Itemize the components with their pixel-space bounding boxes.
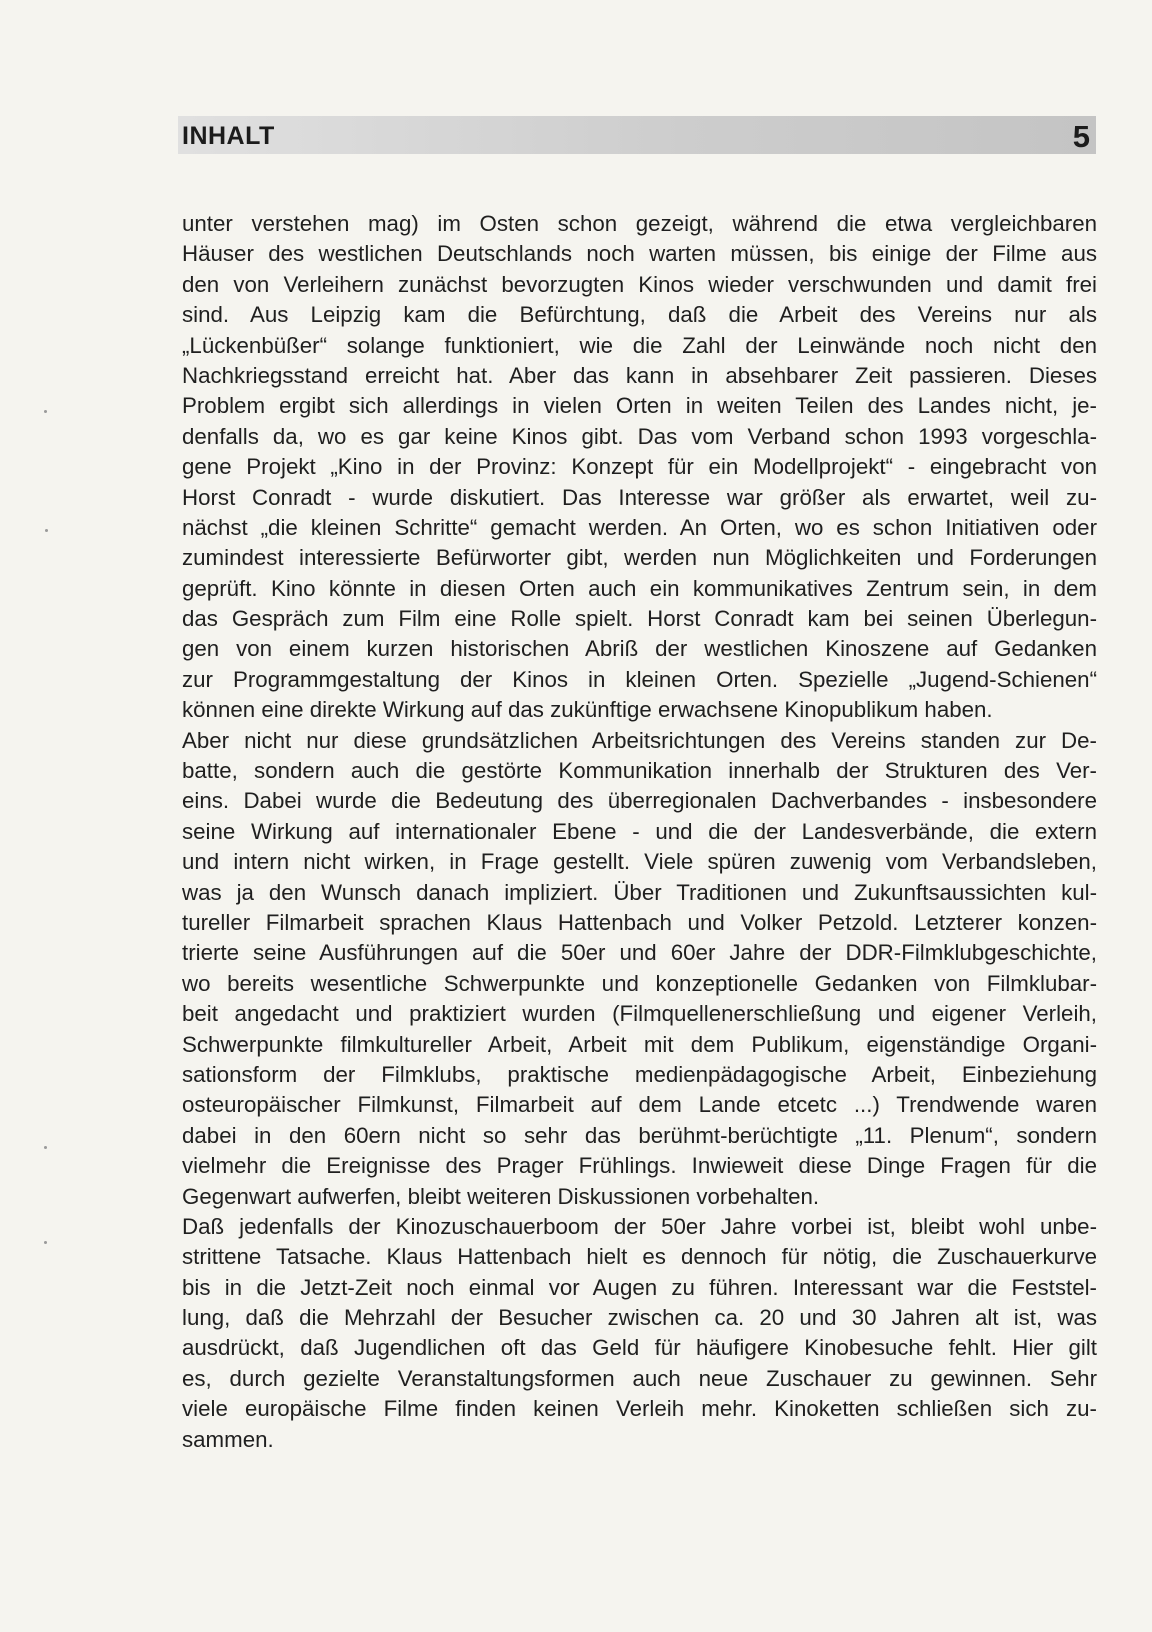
text-line: zumindest interessierte Befürworter gibt, werden nun Möglichkeiten und Forderungen xyxy=(182,545,1097,571)
text-line: viele europäische Filme finden keinen Verleih mehr. Kinoketten schließen sich zu- xyxy=(182,1396,1097,1422)
text-line: „Lückenbüßer“ solange funktioniert, wie die Zahl der Leinwände noch nicht den xyxy=(182,332,1097,358)
scan-speck xyxy=(44,410,47,413)
text-line: Horst Conradt - wurde diskutiert. Das Interesse war größer als erwartet, weil zu- xyxy=(182,484,1097,510)
page-number: 5 xyxy=(1072,119,1090,154)
scan-speck xyxy=(45,529,48,532)
text-line: sationsform der Filmklubs, praktische medienpädagogische Arbeit, Einbeziehung xyxy=(182,1061,1097,1087)
text-line: Gegenwart aufwerfen, bleibt weiteren Diskussionen vorbehalten. xyxy=(182,1183,820,1209)
text-line: denfalls da, wo es gar keine Kinos gibt. Das vom Verband schon 1993 vorgeschla- xyxy=(182,423,1097,449)
text-line: ausdrückt, daß Jugendlichen oft das Geld für häufigere Kinobesuche fehlt. Hier gilt xyxy=(182,1335,1097,1361)
text-line: Aber nicht nur diese grundsätzlichen Arbeitsrichtungen des Vereins standen zur De- xyxy=(182,727,1097,753)
text-line: eins. Dabei wurde die Bedeutung des überregionalen Dachverbandes - insbesondere xyxy=(182,788,1097,814)
text-line: was ja den Wunsch danach impliziert. Über Traditionen und Zukunftsaussichten kul- xyxy=(182,879,1097,905)
text-line: sammen. xyxy=(182,1426,274,1452)
text-line: Nachkriegsstand erreicht hat. Aber das kann in absehbarer Zeit passieren. Dieses xyxy=(182,362,1097,388)
text-line: Schwerpunkte filmkultureller Arbeit, Arbeit mit dem Publikum, eigenständige Organi- xyxy=(182,1031,1097,1057)
scan-speck xyxy=(44,1241,47,1244)
text-line: gen von einem kurzen historischen Abriß der westlichen Kinoszene auf Gedanken xyxy=(182,636,1097,662)
text-line: strittene Tatsache. Klaus Hattenbach hielt es dennoch für nötig, die Zuschauerkurve xyxy=(182,1244,1097,1270)
text-line: sind. Aus Leipzig kam die Befürchtung, daß die Arbeit des Vereins nur als xyxy=(182,302,1097,328)
text-line: lung, daß die Mehrzahl der Besucher zwischen ca. 20 und 30 Jahren alt ist, was xyxy=(182,1305,1097,1331)
text-line: bis in die Jetzt-Zeit noch einmal vor Augen zu führen. Interessant war die Feststel- xyxy=(182,1274,1097,1300)
text-line: nächst „die kleinen Schritte“ gemacht werden. An Orten, wo es schon Initiativen oder xyxy=(182,514,1097,540)
section-title: INHALT xyxy=(182,122,275,150)
text-line: das Gespräch zum Film eine Rolle spielt. Horst Conradt kam bei seinen Überlegun- xyxy=(182,606,1097,632)
text-line: dabei in den 60ern nicht so sehr das berühmt-berüchtigte „11. Plenum“, sondern xyxy=(182,1122,1097,1148)
text-line: osteuropäischer Filmkunst, Filmarbeit auf dem Lande etcetc ...) Trendwende waren xyxy=(182,1092,1097,1118)
text-line: es, durch gezielte Veranstaltungsformen auch neue Zuschauer zu gewinnen. Sehr xyxy=(182,1365,1097,1391)
text-line: vielmehr die Ereignisse des Prager Frühlings. Inwieweit diese Dinge Fragen für die xyxy=(182,1153,1097,1179)
scan-speck xyxy=(44,1146,47,1149)
text-line: den von Verleihern zunächst bevorzugten Kinos wieder verschwunden und damit frei xyxy=(182,271,1097,297)
text-line: Häuser des westlichen Deutschlands noch warten müssen, bis einige der Filme aus xyxy=(182,241,1097,267)
text-line: zur Programmgestaltung der Kinos in kleinen Orten. Spezielle „Jugend-Schienen“ xyxy=(182,666,1097,692)
text-line: wo bereits wesentliche Schwerpunkte und konzeptionelle Gedanken von Filmklubar- xyxy=(182,970,1097,996)
text-line: batte, sondern auch die gestörte Kommunikation innerhalb der Strukturen des Ver- xyxy=(182,758,1097,784)
text-line: und intern nicht wirken, in Frage gestellt. Viele spüren zuwenig vom Verbandsleben, xyxy=(182,849,1097,875)
text-line: seine Wirkung auf internationaler Ebene - und die der Landesverbände, die extern xyxy=(182,818,1097,844)
running-header-bar xyxy=(178,116,1096,154)
text-line: beit angedacht und praktiziert wurden (Filmquellenerschließung und eigener Verleih, xyxy=(182,1001,1097,1027)
text-line: können eine direkte Wirkung auf das zukünftige erwachsene Kinopublikum haben. xyxy=(182,697,993,723)
text-line: trierte seine Ausführungen auf die 50er und 60er Jahre der DDR-Filmklubgeschichte, xyxy=(182,940,1097,966)
text-line: gene Projekt „Kino in der Provinz: Konzept für ein Modellprojekt“ - eingebracht von xyxy=(182,454,1097,480)
text-line: geprüft. Kino könnte in diesen Orten auch ein kommunikatives Zentrum sein, in dem xyxy=(182,575,1097,601)
text-line: Problem ergibt sich allerdings in vielen Orten in weiten Teilen des Landes nicht, je- xyxy=(182,393,1097,419)
text-line: tureller Filmarbeit sprachen Klaus Hattenbach und Volker Petzold. Letzterer konzen- xyxy=(182,909,1097,935)
body-text xyxy=(182,209,1097,1455)
text-line: unter verstehen mag) im Osten schon gezeigt, während die etwa vergleichbaren xyxy=(182,211,1097,236)
text-line: Daß jedenfalls der Kinozuschauerboom der 50er Jahre vorbei ist, bleibt wohl unbe- xyxy=(182,1213,1097,1239)
